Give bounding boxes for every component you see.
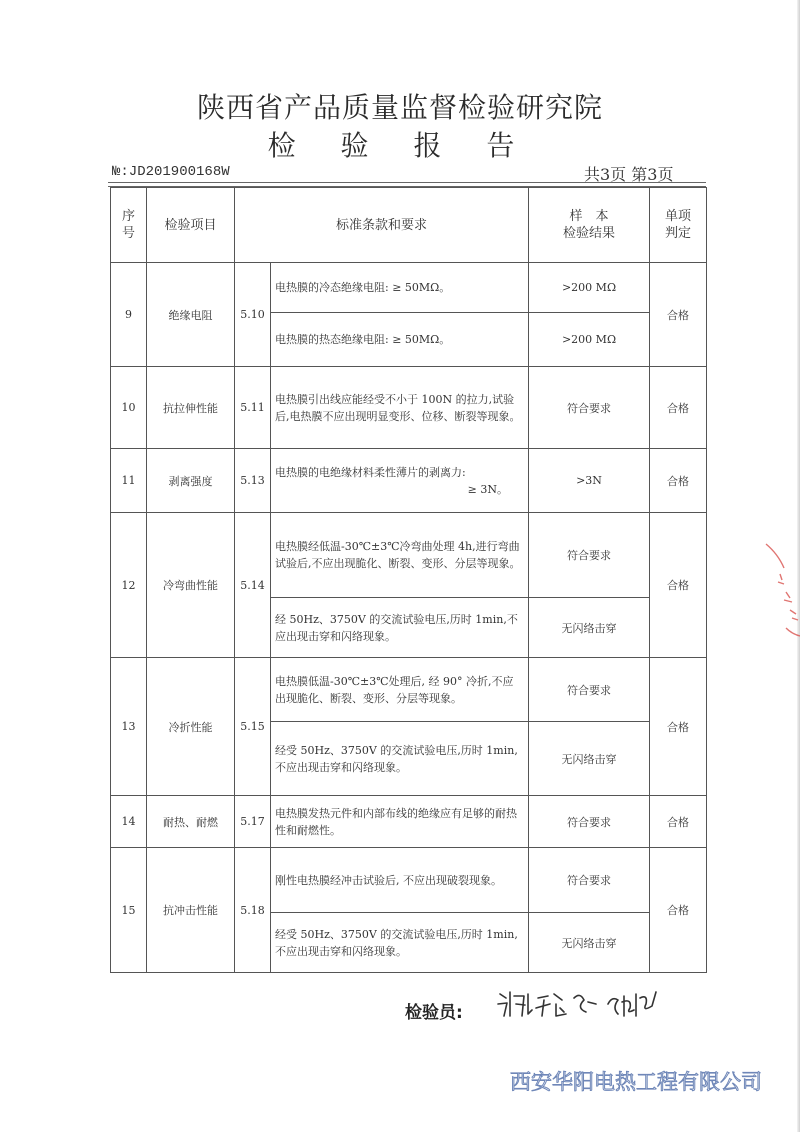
header-item: 检验项目 bbox=[147, 188, 235, 263]
row-clause: 5.18 bbox=[235, 848, 271, 973]
row-seq: 10 bbox=[111, 367, 147, 449]
inspection-table bbox=[110, 187, 707, 973]
table-row bbox=[111, 658, 707, 722]
row-result: 无闪络击穿 bbox=[529, 598, 650, 658]
row-result: 符合要求 bbox=[529, 658, 650, 722]
requirement-line: ≥ 3N。 bbox=[467, 482, 509, 496]
row-item: 冷折性能 bbox=[147, 658, 235, 796]
page-count: 共3页 第3页 bbox=[584, 165, 674, 184]
requirement-line: 电热膜的电绝缘材料柔性薄片的剥离力: bbox=[275, 465, 466, 479]
row-clause: 5.15 bbox=[235, 658, 271, 796]
row-result: 无闪络击穿 bbox=[529, 722, 650, 796]
row-seq: 15 bbox=[111, 848, 147, 973]
row-item: 抗冲击性能 bbox=[147, 848, 235, 973]
row-item: 绝缘电阻 bbox=[147, 263, 235, 367]
table-row bbox=[111, 449, 707, 513]
row-result: >200 MΩ bbox=[529, 263, 650, 313]
row-requirement: 刚性电热膜经冲击试验后, 不应出现破裂现象。 bbox=[271, 848, 529, 913]
header-seq: 序号 bbox=[111, 188, 147, 263]
row-item: 抗拉伸性能 bbox=[147, 367, 235, 449]
row-requirement: 电热膜的热态绝缘电阻: ≥ 50MΩ。 bbox=[271, 313, 529, 367]
row-result: 无闪络击穿 bbox=[529, 913, 650, 973]
inspector-label: 检验员: bbox=[405, 1003, 463, 1023]
row-requirement: 电热膜引出线应能经受不小于 100N 的拉力,试验后,电热膜不应出现明显变形、位移、断裂等现象。 bbox=[271, 367, 529, 449]
row-clause: 5.10 bbox=[235, 263, 271, 367]
table-row bbox=[111, 848, 707, 913]
row-result: 符合要求 bbox=[529, 796, 650, 848]
row-result: 符合要求 bbox=[529, 513, 650, 598]
row-requirement: 电热膜低温-30℃±3℃处理后, 经 90° 冷折,不应出现脆化、断裂、变形、分层等现象。 bbox=[271, 658, 529, 722]
row-verdict: 合格 bbox=[650, 848, 707, 973]
row-verdict: 合格 bbox=[650, 263, 707, 367]
row-seq: 14 bbox=[111, 796, 147, 848]
table-row bbox=[111, 367, 707, 449]
row-seq: 9 bbox=[111, 263, 147, 367]
row-seq: 13 bbox=[111, 658, 147, 796]
row-requirement: 经受 50Hz、3750V 的交流试验电压,历时 1min,不应出现击穿和闪络现象。 bbox=[271, 722, 529, 796]
row-clause: 5.13 bbox=[235, 449, 271, 513]
row-clause: 5.11 bbox=[235, 367, 271, 449]
row-verdict: 合格 bbox=[650, 513, 707, 658]
row-item: 剥离强度 bbox=[147, 449, 235, 513]
table-row bbox=[111, 513, 707, 598]
table-row bbox=[111, 796, 707, 848]
table-header-row bbox=[111, 188, 707, 263]
row-clause: 5.14 bbox=[235, 513, 271, 658]
inspector-signature bbox=[496, 986, 666, 1022]
row-result: >3N bbox=[529, 449, 650, 513]
row-result: >200 MΩ bbox=[529, 313, 650, 367]
row-requirement: 电热膜发热元件和内部布线的绝缘应有足够的耐热性和耐燃性。 bbox=[271, 796, 529, 848]
row-verdict: 合格 bbox=[650, 796, 707, 848]
row-requirement: 经受 50Hz、3750V 的交流试验电压,历时 1min,不应出现击穿和闪络现象。 bbox=[271, 913, 529, 973]
report-title: 检 验 报 告 bbox=[267, 129, 533, 162]
row-requirement bbox=[271, 449, 529, 513]
row-requirement: 经 50Hz、3750V 的交流试验电压,历时 1min,不应出现击穿和闪络现象。 bbox=[271, 598, 529, 658]
row-result: 符合要求 bbox=[529, 367, 650, 449]
row-verdict: 合格 bbox=[650, 449, 707, 513]
row-clause: 5.17 bbox=[235, 796, 271, 848]
institution-title: 陕西省产品质量监督检验研究院 bbox=[196, 91, 603, 124]
header-verdict: 单项 判定 bbox=[650, 188, 707, 263]
official-stamp bbox=[760, 540, 800, 640]
row-requirement: 电热膜的冷态绝缘电阻: ≥ 50MΩ。 bbox=[271, 263, 529, 313]
row-result: 符合要求 bbox=[529, 848, 650, 913]
header-result: 样 本 检验结果 bbox=[529, 188, 650, 263]
table-row bbox=[111, 263, 707, 313]
report-number: №:JD201900168W bbox=[112, 164, 230, 180]
company-watermark: 西安华阳电热工程有限公司 bbox=[510, 1070, 762, 1094]
row-verdict: 合格 bbox=[650, 658, 707, 796]
row-item: 耐热、耐燃 bbox=[147, 796, 235, 848]
row-seq: 12 bbox=[111, 513, 147, 658]
header-standard: 标准条款和要求 bbox=[235, 188, 529, 263]
row-seq: 11 bbox=[111, 449, 147, 513]
row-item: 冷弯曲性能 bbox=[147, 513, 235, 658]
row-requirement: 电热膜经低温-30℃±3℃冷弯曲处理 4h,进行弯曲试验后,不应出现脆化、断裂、变形、分层等现象。 bbox=[271, 513, 529, 598]
row-verdict: 合格 bbox=[650, 367, 707, 449]
